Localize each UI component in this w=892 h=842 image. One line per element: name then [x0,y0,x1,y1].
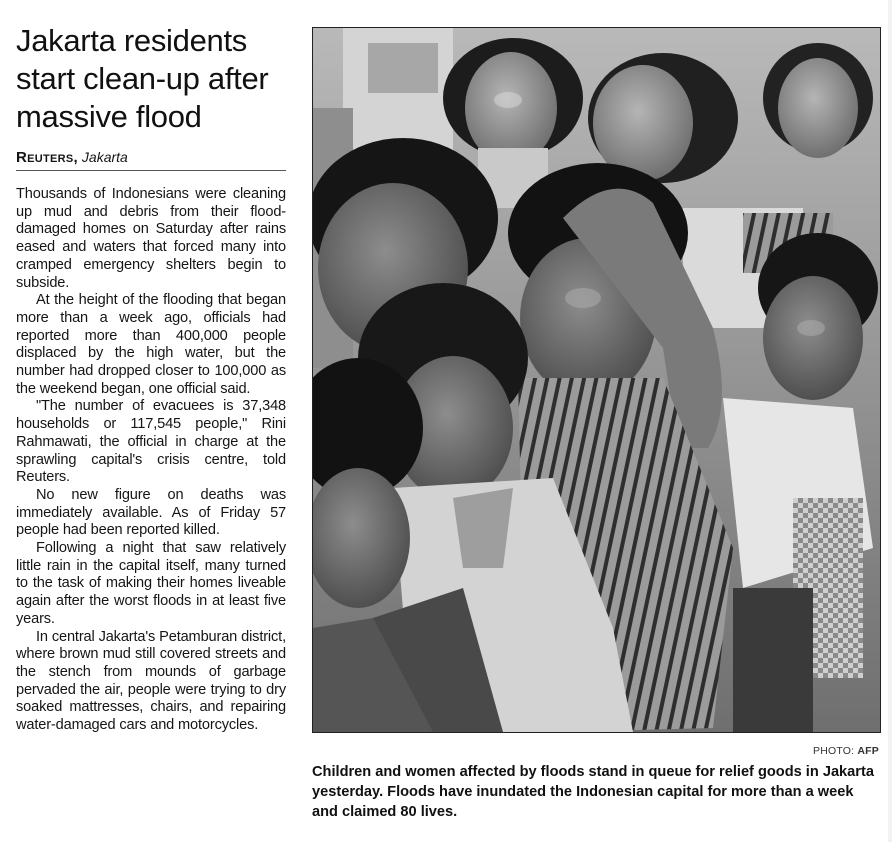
photo-caption: Children and women affected by floods stand in queue for relief goods in Jakarta yesterday. Floods have inundated the Indonesian capital for more than a week and claimed 80 lives. [312,764,874,820]
article-paragraph: At the height of the flooding that began more than a week ago, officials had reported more than 400,000 people displaced by the high water, but the number had dropped closer to 100,000 as the weekend began, one official said. [16,292,286,397]
photo-credit [813,745,879,757]
byline-agency: Reuters, [16,149,79,166]
byline-location: Jakarta [81,149,128,165]
photo-credit-prefix: PHOTO: [813,745,855,757]
news-photo [312,27,881,733]
article-paragraph: In central Jakarta's Petamburan district, where brown mud still covered streets and the stench from mounds of garbage pervaded the air, people were trying to dry soaked mattresses, chairs, and repairing water-damaged cars and motorcycles. [16,628,286,734]
article-paragraph: No new figure on deaths was immediately available. As of Friday 57 people had been reported killed. [16,486,286,539]
byline-divider [16,170,286,171]
article-paragraph: Thousands of Indonesians were cleaning up mud and debris from their flood-damaged homes on Saturday after rains eased and waters that forced many into cramped emergency shelters begin to subside. [16,186,286,291]
article-paragraph: Following a night that saw relatively little rain in the capital itself, many turned to the task of making their homes liveable again after the worst floods in at least five years. [16,540,286,627]
page-edge [888,0,892,842]
article-body [16,186,286,735]
article-paragraph: "The number of evacuees is 37,348 households or 117,545 people," Rini Rahmawati, the official in charge at the sprawling capital's crisis centre, told Reuters. [16,398,286,486]
byline [16,148,128,167]
photo-credit-source: AFP [857,745,879,757]
headline: Jakarta residents start clean-up after massive flood [16,23,269,134]
